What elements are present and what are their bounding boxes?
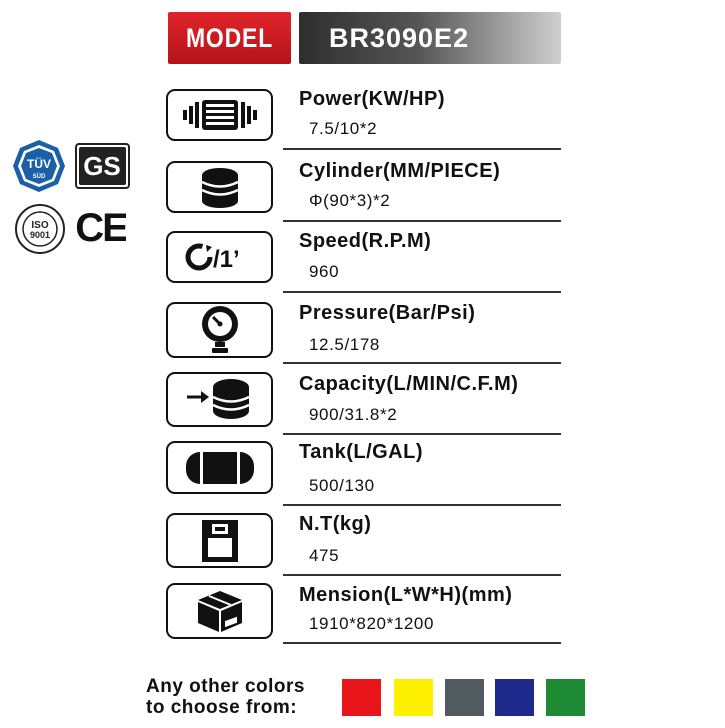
- tank-value: 500/130: [309, 476, 375, 495]
- gs-logo: [75, 143, 130, 189]
- tank-icon: [184, 451, 256, 485]
- pressure-label: Pressure(Bar/Psi): [299, 302, 476, 324]
- power-label: Power(KW/HP): [299, 88, 445, 110]
- power-icon-box: [166, 89, 273, 141]
- tank-label: Tank(L/GAL): [299, 441, 424, 463]
- dimension-icon-box: [166, 583, 273, 639]
- color-swatch-green: [546, 679, 585, 716]
- weight-icon: [200, 518, 240, 564]
- color-swatch-yellow: [394, 679, 433, 716]
- iso-logo: [14, 203, 66, 255]
- dimension-value: 1910*820*1200: [309, 614, 435, 633]
- capacity-value: 900/31.8*2: [309, 405, 398, 424]
- capacity-icon-box: [166, 372, 273, 427]
- model-label-badge: [168, 12, 291, 64]
- weight-icon-box: [166, 513, 273, 568]
- iso-text: ISO: [31, 220, 49, 231]
- tuv-text: TÜV: [27, 157, 51, 171]
- tuv-logo: [12, 139, 66, 193]
- model-number-badge: [299, 12, 561, 64]
- color-swatch-gray: [445, 679, 484, 716]
- capacity-label: Capacity(L/MIN/C.F.M): [299, 373, 519, 395]
- weight-value: 475: [309, 546, 340, 565]
- cylinder-icon-box: [166, 161, 273, 213]
- divider: [283, 148, 561, 150]
- color-options-text: [146, 676, 305, 718]
- capacity-icon: [185, 377, 255, 423]
- tank-icon-box: [166, 441, 273, 494]
- weight-label: N.T(kg): [299, 513, 372, 535]
- speed-icon-text: /1’: [212, 246, 240, 273]
- color-options-line2: to choose from:: [146, 697, 298, 718]
- color-swatch-red: [342, 679, 381, 716]
- ce-text: CE: [76, 206, 126, 249]
- divider: [283, 220, 561, 222]
- divider: [283, 291, 561, 293]
- tuv-sub-text: SÜD: [32, 174, 46, 180]
- pressure-value: 12.5/178: [309, 335, 380, 354]
- pressure-gauge-icon: [198, 304, 242, 356]
- divider: [283, 362, 561, 364]
- power-value: 7.5/10*2: [309, 119, 378, 138]
- cylinder-label: Cylinder(MM/PIECE): [299, 160, 501, 182]
- model-label: MODEL: [185, 23, 274, 53]
- motor-icon: [177, 96, 263, 134]
- color-swatch-blue: [495, 679, 534, 716]
- speed-icon-box: [166, 231, 273, 283]
- ce-logo: [76, 203, 126, 249]
- model-number: BR3090E2: [329, 23, 470, 53]
- speed-label: Speed(R.P.M): [299, 230, 432, 252]
- pressure-icon-box: [166, 302, 273, 358]
- color-options-line1: Any other colors: [146, 676, 305, 697]
- divider: [283, 642, 561, 644]
- cylinder-icon: [198, 165, 242, 209]
- speed-icon: [180, 239, 260, 275]
- speed-value: 960: [309, 262, 340, 281]
- box-icon: [195, 588, 245, 634]
- iso-number-text: 9001: [29, 230, 51, 240]
- divider: [283, 504, 561, 506]
- cylinder-value: Φ(90*3)*2: [309, 191, 391, 210]
- dimension-label: Mension(L*W*H)(mm): [299, 584, 513, 606]
- divider: [283, 433, 561, 435]
- divider: [283, 574, 561, 576]
- gs-text: GS: [83, 151, 121, 181]
